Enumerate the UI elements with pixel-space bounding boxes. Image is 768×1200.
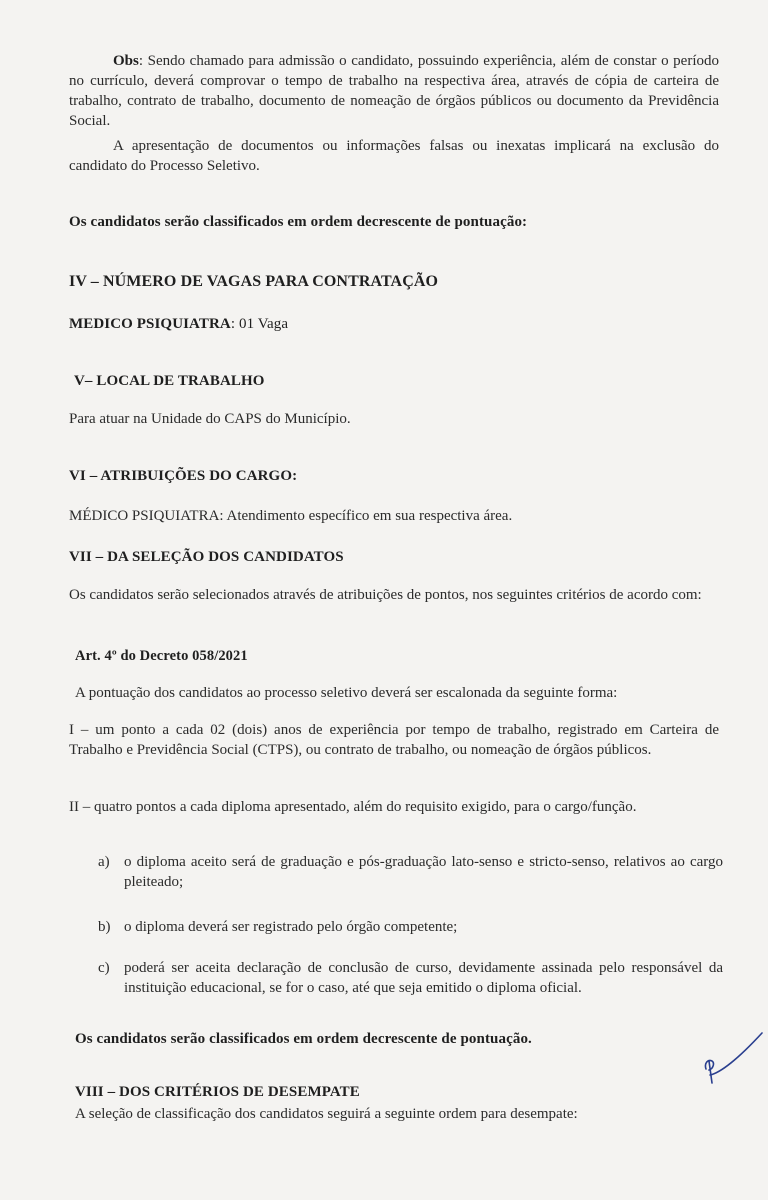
diploma-rule-a-label: a) [98, 854, 110, 870]
obs-text: : Sendo chamado para admissão o candidato, possuindo experiência, além de constar o período no currículo, deverá comprovar o tempo de trabalho na respectiva área, através de cópia de carteira de trabalho, contrato de trabalho, documento de nomeação de órgãos públicos ou documento da Previdência Social. [69, 53, 719, 129]
section-v-heading: V– LOCAL DE TRABALHO [74, 373, 265, 389]
diploma-rule-c [98, 958, 723, 998]
section-vi-heading: VI – ATRIBUIÇÕES DO CARGO: [69, 468, 298, 484]
section-viii-heading: VIII – DOS CRITÉRIOS DE DESEMPATE [75, 1084, 360, 1100]
vacancy-role: MEDICO PSIQUIATRA [69, 316, 231, 332]
diploma-rule-b-text: o diploma deverá ser registrado pelo órgão competente; [124, 919, 458, 935]
diploma-rule-a-text: o diploma aceito será de graduação e pós-graduação lato-senso e stricto-senso, relativos ao cargo pleiteado; [124, 854, 723, 890]
work-location-text: Para atuar na Unidade do CAPS do Município. [69, 411, 351, 427]
tiebreak-intro: A seleção de classificação dos candidatos seguirá a seguinte ordem para desempate: [75, 1106, 578, 1122]
classification-note-2: Os candidatos serão classificados em ordem decrescente de pontuação. [75, 1031, 532, 1047]
section-iv-heading: IV – NÚMERO DE VAGAS PARA CONTRATAÇÃO [69, 273, 439, 290]
diploma-rule-a [98, 852, 723, 892]
section-vii-heading: VII – DA SELEÇÃO DOS CANDIDATOS [69, 549, 344, 565]
article-reference: Art. 4º do Decreto 058/2021 [75, 648, 248, 664]
handwritten-initials [700, 1025, 768, 1090]
diploma-rule-b-label: b) [98, 919, 111, 935]
diploma-rule-b [98, 917, 723, 937]
scoring-item-ii: II – quatro pontos a cada diploma apresentado, além do requisito exigido, para o cargo/função. [69, 799, 637, 815]
selection-intro: Os candidatos serão selecionados através de atribuições de pontos, nos seguintes critérios de acordo com: [69, 587, 702, 603]
vacancy-count: : 01 Vaga [230, 316, 289, 332]
diploma-rule-c-label: c) [98, 960, 110, 976]
scoring-intro: A pontuação dos candidatos ao processo seletivo deverá ser escalonada da seguinte forma: [75, 685, 618, 701]
vacancy-line [69, 316, 288, 333]
duties-text: MÉDICO PSIQUIATRA: Atendimento específico em sua respectiva área. [69, 508, 513, 524]
obs-label: Obs [113, 53, 139, 69]
diploma-rule-c-text: poderá ser aceita declaração de conclusão de curso, devidamente assinada pelo responsável da instituição educacional, se for o caso, até que seja emitido o diploma oficial. [124, 960, 723, 996]
obs-paragraph [69, 51, 719, 131]
false-documents-paragraph: A apresentação de documentos ou informações falsas ou inexatas implicará na exclusão do candidato do Processo Seletivo. [69, 138, 719, 174]
classification-note-1: Os candidatos serão classificados em ordem decrescente de pontuação: [69, 214, 528, 230]
scoring-item-i: I – um ponto a cada 02 (dois) anos de experiência por tempo de trabalho, registrado em Carteira de Trabalho e Previdência Social (CTPS), ou contrato de trabalho, ou nomeação de órgãos públicos. [69, 722, 719, 758]
